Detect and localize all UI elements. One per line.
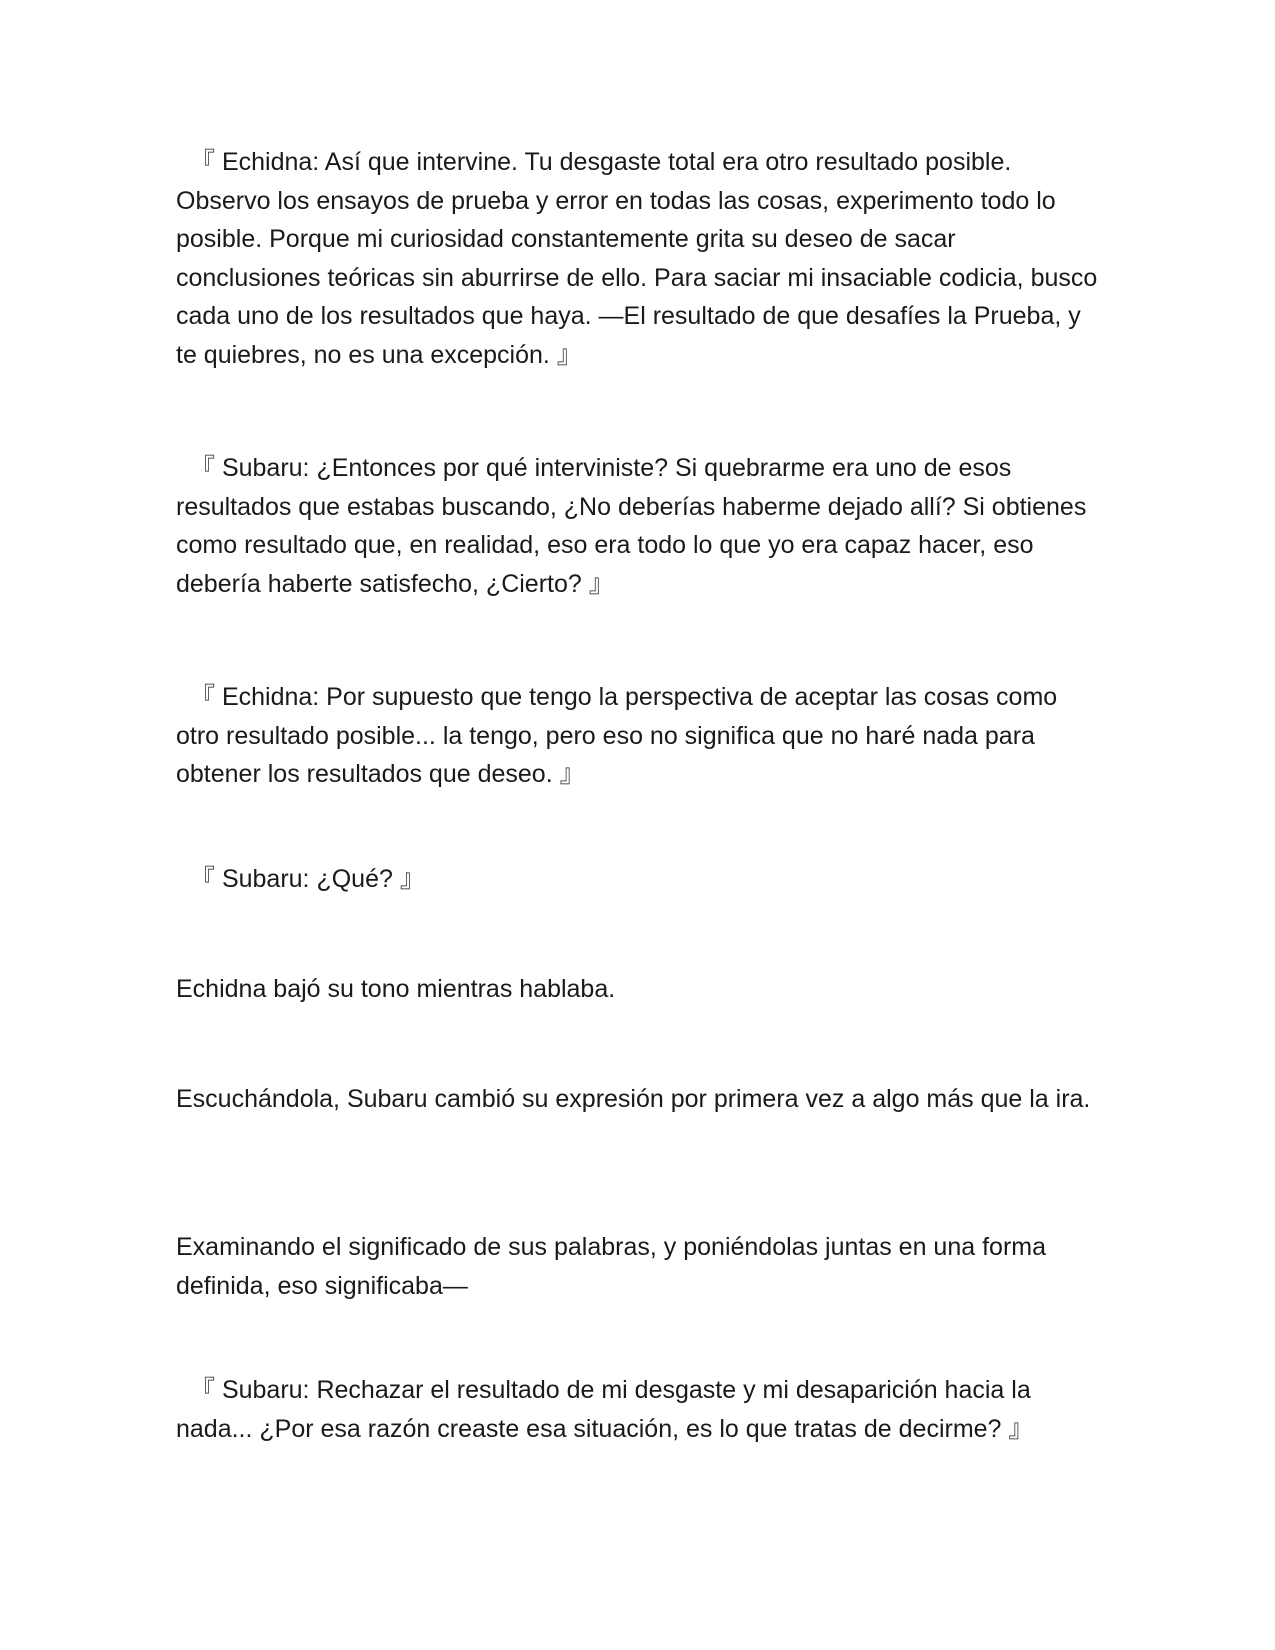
dialogue-paragraph-echidna-2: 『 Echidna: Por supuesto que tengo la perspectiva de aceptar las cosas como otro resultado posible... la tengo, pero eso no significa que no haré nada para obtener los resultados que deseo. 』 xyxy=(176,683,1058,788)
narration-paragraph-3: Examinando el significado de sus palabras, y poniéndolas juntas en una forma definida, eso significaba— xyxy=(176,1233,1046,1300)
dialogue-paragraph-subaru-1: 『 Subaru: ¿Entonces por qué interviniste? Si quebrarme era uno de esos resultados que estabas buscando, ¿No deberías haberme dejado allí? Si obtienes como resultado que, en realidad, eso era todo lo que yo era capaz hacer, eso debería haberte satisfecho, ¿Cierto? 』 xyxy=(176,454,1087,598)
dialogue-paragraph-echidna-1: 『 Echidna: Así que intervine. Tu desgaste total era otro resultado posible. Observo los ensayos de prueba y error en todas las cosas, experimento todo lo posible. Porque mi curiosidad constantemente grita su deseo de sacar conclusiones teóricas sin aburrirse de ello. Para saciar mi insaciable codicia, busco cada uno de los resultados que haya. —El resultado de que desafíes la Prueba, y te quiebres, no es una excepción. 』 xyxy=(176,148,1098,369)
narration-paragraph-2: Escuchándola, Subaru cambió su expresión por primera vez a algo más que la ira. xyxy=(176,1085,1091,1113)
narration-paragraph-1: Echidna bajó su tono mientras hablaba. xyxy=(176,975,616,1003)
dialogue-paragraph-subaru-2: 『 Subaru: ¿Qué? 』 xyxy=(190,865,425,893)
dialogue-paragraph-subaru-3: 『 Subaru: Rechazar el resultado de mi desgaste y mi desaparición hacia la nada... ¿Por esa razón creaste esa situación, es lo que tratas de decirme? 』 xyxy=(176,1376,1034,1443)
